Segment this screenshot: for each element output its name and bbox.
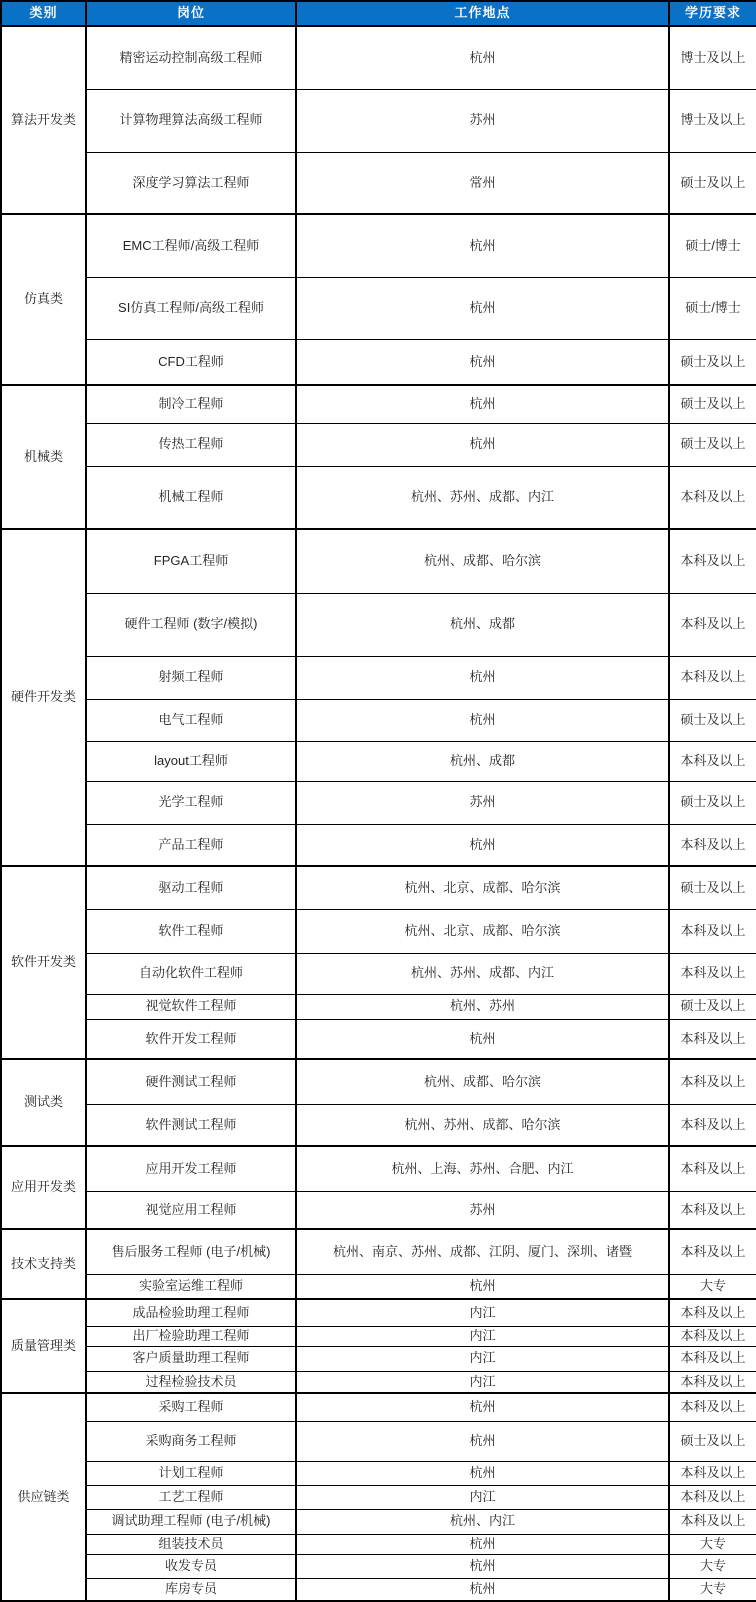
education-cell: 硕士及以上 [669,866,756,909]
table-row [1,1059,756,1104]
location-cell: 常州 [296,152,669,214]
location-cell: 杭州 [296,1274,669,1299]
location-cell: 杭州 [296,1461,669,1485]
table-row [1,1104,756,1146]
table-row [1,1371,756,1393]
category-cell: 算法开发类 [1,26,86,214]
education-cell: 本科及以上 [669,1146,756,1191]
position-cell: 精密运动控制高级工程师 [86,26,296,89]
position-cell: 硬件测试工程师 [86,1059,296,1104]
table-row [1,953,756,994]
location-cell: 内江 [296,1371,669,1393]
position-cell: 光学工程师 [86,781,296,824]
table-row [1,994,756,1019]
position-cell: 传热工程师 [86,423,296,466]
table-row [1,1485,756,1509]
education-cell: 本科及以上 [669,1104,756,1146]
location-cell: 杭州 [296,26,669,89]
header-category: 类别 [1,1,86,26]
category-cell: 软件开发类 [1,866,86,1059]
position-cell: 软件开发工程师 [86,1019,296,1059]
position-cell: SI仿真工程师/高级工程师 [86,277,296,339]
education-cell: 本科及以上 [669,1229,756,1274]
education-cell: 硕士及以上 [669,339,756,385]
table-row [1,1274,756,1299]
position-cell: layout工程师 [86,741,296,781]
position-cell: 硬件工程师 (数字/模拟) [86,593,296,656]
table-row [1,277,756,339]
education-cell: 大专 [669,1534,756,1554]
position-cell: 实验室运维工程师 [86,1274,296,1299]
header-position: 岗位 [86,1,296,26]
position-cell: 软件工程师 [86,909,296,953]
education-cell: 硕士及以上 [669,994,756,1019]
position-cell: 机械工程师 [86,466,296,529]
education-cell: 本科及以上 [669,1346,756,1371]
education-cell: 大专 [669,1578,756,1601]
position-cell: CFD工程师 [86,339,296,385]
position-cell: 采购工程师 [86,1393,296,1421]
location-cell: 杭州 [296,423,669,466]
location-cell: 内江 [296,1326,669,1346]
education-cell: 本科及以上 [669,1371,756,1393]
location-cell: 杭州 [296,339,669,385]
location-cell: 苏州 [296,89,669,152]
table-row [1,26,756,89]
location-cell: 杭州 [296,1393,669,1421]
position-cell: 计算物理算法高级工程师 [86,89,296,152]
position-cell: 出厂检验助理工程师 [86,1326,296,1346]
table-row [1,1019,756,1059]
position-cell: 调试助理工程师 (电子/机械) [86,1509,296,1534]
location-cell: 杭州 [296,1554,669,1578]
location-cell: 杭州、成都 [296,741,669,781]
location-cell: 杭州 [296,277,669,339]
position-cell: 视觉软件工程师 [86,994,296,1019]
table-row [1,1534,756,1554]
job-table-body [1,26,756,1601]
table-row [1,909,756,953]
education-cell: 本科及以上 [669,741,756,781]
education-cell: 本科及以上 [669,1326,756,1346]
table-row [1,1229,756,1274]
location-cell: 杭州、苏州、成都、内江 [296,953,669,994]
education-cell: 本科及以上 [669,1461,756,1485]
category-cell: 技术支持类 [1,1229,86,1299]
table-row [1,89,756,152]
location-cell: 内江 [296,1346,669,1371]
table-row [1,466,756,529]
location-cell: 杭州、内江 [296,1509,669,1534]
table-row [1,1393,756,1421]
location-cell: 杭州 [296,385,669,423]
location-cell: 杭州、南京、苏州、成都、江阴、厦门、深圳、诸暨 [296,1229,669,1274]
position-cell: 工艺工程师 [86,1485,296,1509]
education-cell: 硕士及以上 [669,1421,756,1461]
position-cell: 过程检验技术员 [86,1371,296,1393]
education-cell: 硕士/博士 [669,277,756,339]
table-row [1,593,756,656]
table-row [1,423,756,466]
education-cell: 本科及以上 [669,656,756,699]
location-cell: 杭州、成都、哈尔滨 [296,529,669,593]
education-cell: 本科及以上 [669,1485,756,1509]
location-cell: 内江 [296,1485,669,1509]
location-cell: 杭州、成都 [296,593,669,656]
location-cell: 杭州、成都、哈尔滨 [296,1059,669,1104]
table-row [1,741,756,781]
education-cell: 硕士及以上 [669,699,756,741]
location-cell: 杭州 [296,699,669,741]
education-cell: 本科及以上 [669,1191,756,1229]
table-row [1,1326,756,1346]
position-cell: 自动化软件工程师 [86,953,296,994]
location-cell: 苏州 [296,1191,669,1229]
category-cell: 供应链类 [1,1393,86,1601]
category-cell: 硬件开发类 [1,529,86,866]
table-row [1,214,756,277]
location-cell: 杭州、北京、成都、哈尔滨 [296,866,669,909]
education-cell: 本科及以上 [669,1059,756,1104]
position-cell: 应用开发工程师 [86,1146,296,1191]
location-cell: 杭州 [296,1421,669,1461]
education-cell: 本科及以上 [669,1509,756,1534]
position-cell: 制冷工程师 [86,385,296,423]
category-cell: 应用开发类 [1,1146,86,1229]
table-row [1,339,756,385]
table-row [1,1191,756,1229]
position-cell: EMC工程师/高级工程师 [86,214,296,277]
position-cell: 收发专员 [86,1554,296,1578]
education-cell: 本科及以上 [669,824,756,866]
position-cell: 视觉应用工程师 [86,1191,296,1229]
location-cell: 杭州 [296,214,669,277]
location-cell: 杭州、苏州、成都、哈尔滨 [296,1104,669,1146]
header-location: 工作地点 [296,1,669,26]
category-cell: 质量管理类 [1,1299,86,1393]
education-cell: 本科及以上 [669,466,756,529]
position-cell: 软件测试工程师 [86,1104,296,1146]
table-row [1,781,756,824]
position-cell: 组装技术员 [86,1534,296,1554]
education-cell: 硕士及以上 [669,152,756,214]
education-cell: 博士及以上 [669,89,756,152]
table-row [1,656,756,699]
table-row [1,1421,756,1461]
table-row [1,1146,756,1191]
education-cell: 大专 [669,1554,756,1578]
location-cell: 苏州 [296,781,669,824]
table-row [1,1299,756,1326]
table-row [1,385,756,423]
location-cell: 杭州 [296,824,669,866]
education-cell: 硕士及以上 [669,423,756,466]
table-row [1,1554,756,1578]
education-cell: 本科及以上 [669,1299,756,1326]
table-row [1,699,756,741]
position-cell: 射频工程师 [86,656,296,699]
position-cell: 库房专员 [86,1578,296,1601]
table-row [1,529,756,593]
position-cell: 深度学习算法工程师 [86,152,296,214]
position-cell: 采购商务工程师 [86,1421,296,1461]
location-cell: 杭州、上海、苏州、合肥、内江 [296,1146,669,1191]
location-cell: 内江 [296,1299,669,1326]
location-cell: 杭州 [296,656,669,699]
table-row [1,1509,756,1534]
location-cell: 杭州 [296,1019,669,1059]
position-cell: 客户质量助理工程师 [86,1346,296,1371]
header-education: 学历要求 [669,1,756,26]
education-cell: 本科及以上 [669,593,756,656]
education-cell: 本科及以上 [669,909,756,953]
category-cell: 仿真类 [1,214,86,385]
table-row [1,866,756,909]
table-row [1,824,756,866]
education-cell: 大专 [669,1274,756,1299]
education-cell: 博士及以上 [669,26,756,89]
location-cell: 杭州 [296,1534,669,1554]
table-row [1,1461,756,1485]
location-cell: 杭州、苏州、成都、内江 [296,466,669,529]
education-cell: 本科及以上 [669,1393,756,1421]
position-cell: 计划工程师 [86,1461,296,1485]
table-row [1,1578,756,1601]
education-cell: 硕士及以上 [669,781,756,824]
table-row [1,1346,756,1371]
position-cell: 成品检验助理工程师 [86,1299,296,1326]
position-cell: 电气工程师 [86,699,296,741]
location-cell: 杭州、北京、成都、哈尔滨 [296,909,669,953]
position-cell: 售后服务工程师 (电子/机械) [86,1229,296,1274]
location-cell: 杭州、苏州 [296,994,669,1019]
table-row [1,152,756,214]
position-cell: 驱动工程师 [86,866,296,909]
table-header-row [1,1,756,26]
position-cell: FPGA工程师 [86,529,296,593]
education-cell: 本科及以上 [669,953,756,994]
category-cell: 测试类 [1,1059,86,1146]
education-cell: 本科及以上 [669,529,756,593]
category-cell: 机械类 [1,385,86,529]
education-cell: 硕士及以上 [669,385,756,423]
education-cell: 硕士/博士 [669,214,756,277]
education-cell: 本科及以上 [669,1019,756,1059]
location-cell: 杭州 [296,1578,669,1601]
position-cell: 产品工程师 [86,824,296,866]
